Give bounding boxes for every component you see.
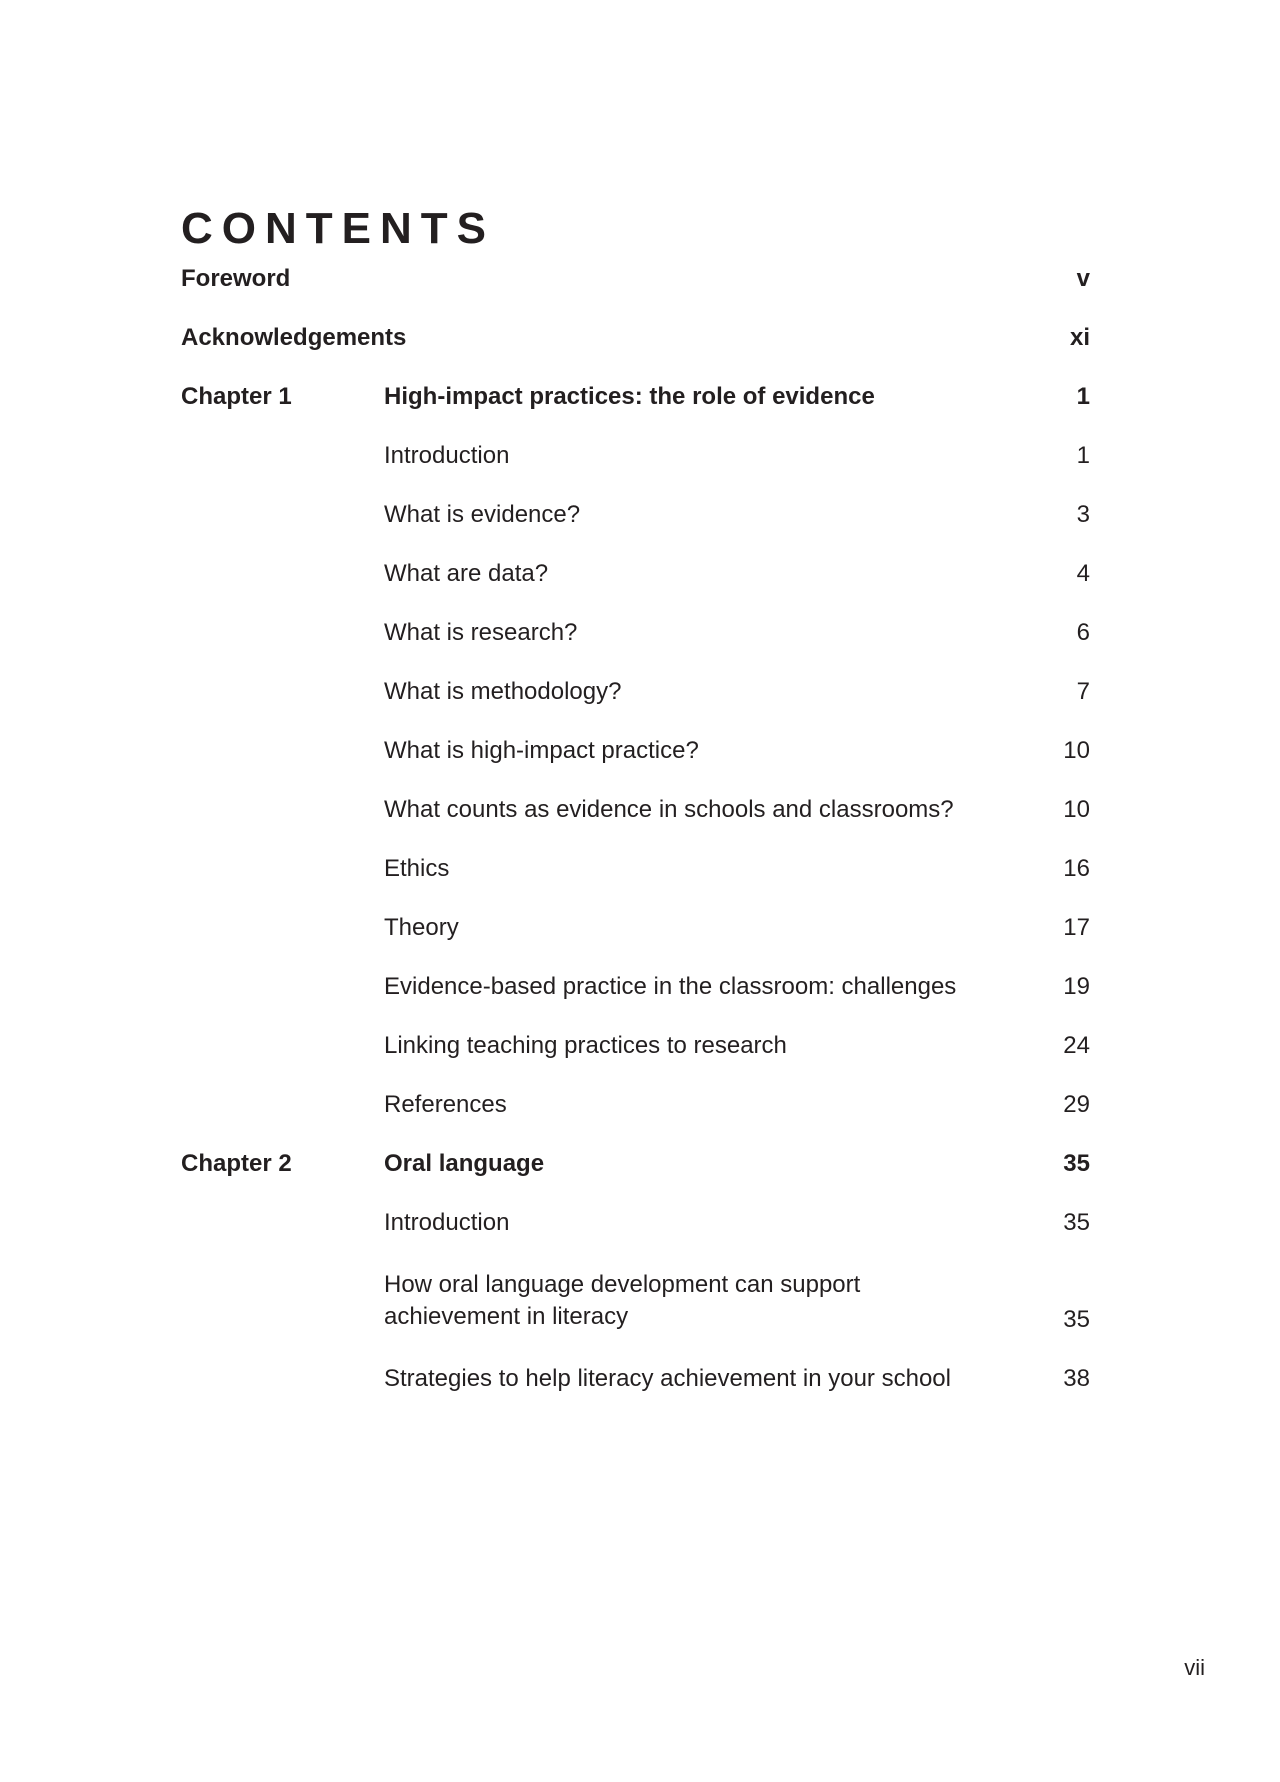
entry-page-number: xi — [1069, 324, 1090, 351]
page-folio: vii — [1184, 1655, 1205, 1680]
toc-row-section — [181, 620, 1090, 646]
entry-label: What is evidence? — [384, 501, 581, 528]
entry-page-number: 10 — [1063, 737, 1090, 764]
toc-row-section — [181, 502, 1090, 528]
chapter-label: Chapter 1 — [181, 383, 292, 410]
entry-label: What is methodology? — [384, 678, 622, 705]
toc-row-section — [181, 561, 1090, 587]
toc-row-chapter-2 — [181, 1151, 1090, 1177]
entry-page-number: 4 — [1076, 560, 1090, 587]
entry-label: Acknowledgements — [181, 324, 407, 351]
entry-label: What is research? — [384, 619, 578, 646]
toc-row-foreword — [181, 266, 1090, 292]
entry-page-number: 35 — [1063, 1209, 1090, 1236]
table-of-contents — [181, 266, 1090, 1425]
entry-label: How oral language development can support achievement in literacy — [384, 1271, 861, 1330]
entry-page-number: 35 — [1063, 1150, 1090, 1177]
entry-page-number: 1 — [1076, 383, 1090, 410]
chapter-label: Chapter 2 — [181, 1150, 292, 1177]
toc-row-section — [181, 1210, 1090, 1236]
toc-row-section — [181, 1092, 1090, 1118]
entry-label: Ethics — [384, 855, 450, 882]
entry-page-number: 16 — [1063, 855, 1090, 882]
entry-page-number: 10 — [1063, 796, 1090, 823]
entry-page-number: 38 — [1063, 1365, 1090, 1392]
entry-label: References — [384, 1091, 507, 1118]
entry-label: Evidence-based practice in the classroom: challenges — [384, 973, 957, 1000]
toc-row-section — [181, 679, 1090, 705]
toc-row-section — [181, 915, 1090, 941]
entry-label: Introduction — [384, 442, 510, 469]
entry-page-number: 1 — [1076, 442, 1090, 469]
entry-label: What are data? — [384, 560, 549, 587]
chapter-title: High-impact practices: the role of evidence — [384, 383, 875, 410]
toc-row-section — [181, 797, 1090, 823]
chapter-title: Oral language — [384, 1150, 545, 1177]
toc-row-section — [181, 1269, 1090, 1333]
entry-label: Strategies to help literacy achievement in your school — [384, 1365, 951, 1392]
toc-row-section — [181, 1033, 1090, 1059]
entry-label: What counts as evidence in schools and classrooms? — [384, 796, 954, 823]
toc-row-acknowledgements — [181, 325, 1090, 351]
entry-page-number: 7 — [1076, 678, 1090, 705]
entry-label: Introduction — [384, 1209, 510, 1236]
toc-row-section — [181, 738, 1090, 764]
toc-row-section — [181, 443, 1090, 469]
entry-label: Foreword — [181, 265, 291, 292]
toc-row-section — [181, 974, 1090, 1000]
entry-page-number: 19 — [1063, 973, 1090, 1000]
toc-row-chapter-1 — [181, 384, 1090, 410]
toc-row-section — [181, 1366, 1090, 1392]
entry-label: Linking teaching practices to research — [384, 1032, 787, 1059]
entry-page-number: 35 — [1063, 1306, 1090, 1333]
entry-page-number: 3 — [1076, 501, 1090, 528]
entry-page-number: 29 — [1063, 1091, 1090, 1118]
entry-label: What is high-impact practice? — [384, 737, 699, 764]
entry-page-number: 24 — [1063, 1032, 1090, 1059]
entry-page-number: 17 — [1063, 914, 1090, 941]
entry-page-number: v — [1076, 265, 1090, 292]
entry-page-number: 6 — [1076, 619, 1090, 646]
page-title: CONTENTS — [181, 204, 495, 254]
entry-label: Theory — [384, 914, 459, 941]
toc-row-section — [181, 856, 1090, 882]
